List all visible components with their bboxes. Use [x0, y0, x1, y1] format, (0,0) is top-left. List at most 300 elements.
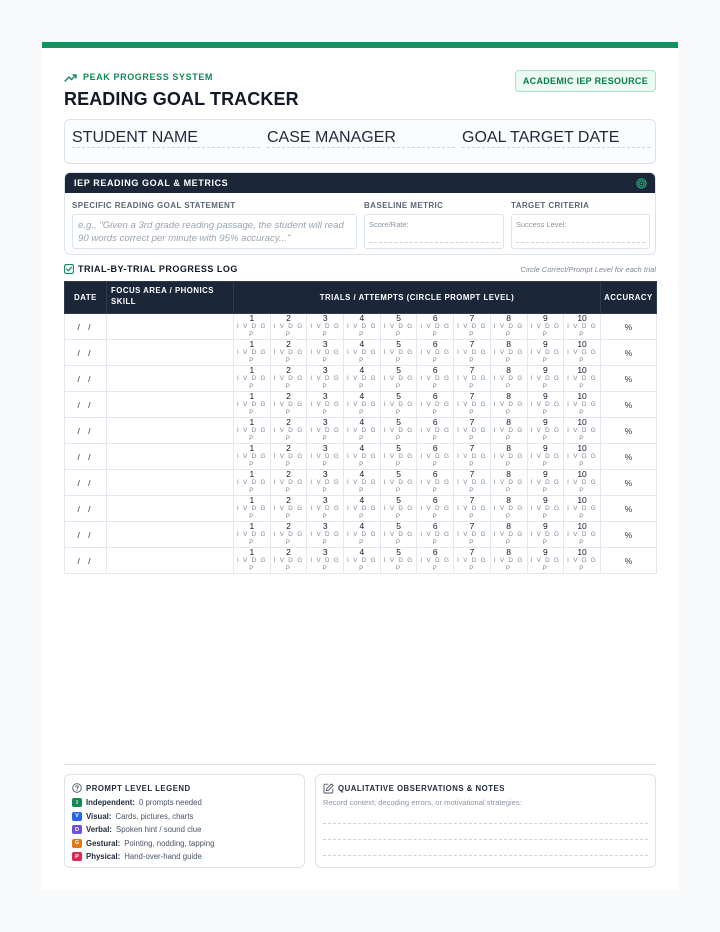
prompt-levels[interactable]: I V D G P	[530, 479, 561, 494]
trial-cell[interactable]	[490, 444, 527, 470]
trial-number: 10	[577, 495, 587, 505]
trial-number: 3	[322, 391, 328, 401]
accuracy-cell[interactable]: %	[600, 314, 656, 340]
prompt-levels[interactable]: I V D G P	[236, 479, 267, 494]
trial-cell[interactable]	[270, 522, 307, 548]
legend-title: PROMPT LEVEL LEGEND	[86, 783, 191, 793]
prompt-levels[interactable]: I V D G P	[347, 531, 377, 546]
baseline-field[interactable]	[364, 214, 504, 249]
prompt-levels[interactable]: I V D G P	[420, 375, 451, 390]
prompt-levels[interactable]: I V D G P	[530, 505, 561, 520]
trial-number: 8	[506, 313, 512, 323]
date-cell[interactable]: / /	[65, 314, 107, 340]
trial-cell[interactable]	[527, 418, 564, 444]
target-icon	[636, 178, 647, 189]
trial-cell[interactable]	[234, 522, 271, 548]
trial-number: 9	[542, 339, 548, 349]
trial-number: 4	[359, 547, 365, 557]
trial-cell[interactable]	[490, 366, 527, 392]
date-cell[interactable]: / /	[65, 418, 107, 444]
trial-cell[interactable]	[417, 392, 454, 418]
trial-cell[interactable]	[564, 366, 601, 392]
legend-desc: Hand-over-hand guide	[124, 852, 202, 861]
prompt-levels[interactable]: I V D G P	[273, 349, 304, 364]
gestural-chip: G	[72, 839, 82, 848]
trial-cell[interactable]	[270, 470, 307, 496]
prompt-levels[interactable]: I V D G P	[420, 505, 451, 520]
trial-cell[interactable]	[234, 392, 271, 418]
prompt-levels[interactable]: I V D G P	[273, 505, 304, 520]
legend-name: Gestural:	[86, 838, 121, 848]
focus-cell[interactable]	[107, 548, 234, 574]
accuracy-cell[interactable]: %	[600, 366, 656, 392]
prompt-levels[interactable]: I V D G P	[493, 453, 524, 468]
trial-cell[interactable]	[490, 496, 527, 522]
trial-cell[interactable]	[527, 496, 564, 522]
trial-cell[interactable]	[490, 548, 527, 574]
prompt-levels[interactable]: I V D G P	[420, 427, 451, 442]
prompt-levels[interactable]: I V D G P	[383, 531, 414, 546]
prompt-levels[interactable]: I V D G P	[457, 349, 487, 364]
trial-cell[interactable]	[380, 522, 417, 548]
trial-cell[interactable]	[270, 366, 307, 392]
trial-cell[interactable]	[527, 548, 564, 574]
date-cell[interactable]: / /	[65, 366, 107, 392]
prompt-levels[interactable]: I V D G P	[236, 349, 267, 364]
prompt-levels[interactable]: I V D G P	[347, 505, 377, 520]
trial-cell[interactable]	[454, 418, 491, 444]
trial-cell[interactable]	[564, 496, 601, 522]
prompt-levels[interactable]: I V D G P	[383, 375, 414, 390]
trial-cell[interactable]	[417, 522, 454, 548]
trial-cell[interactable]	[490, 340, 527, 366]
focus-cell[interactable]	[107, 522, 234, 548]
trial-number: 5	[396, 339, 401, 349]
trial-cell[interactable]	[490, 470, 527, 496]
trial-cell[interactable]	[490, 392, 527, 418]
trial-number: 5	[396, 495, 401, 505]
prompt-levels[interactable]: I V D G P	[383, 505, 414, 520]
prompt-levels[interactable]: I V D G P	[493, 349, 524, 364]
prompt-levels[interactable]: I V D G P	[530, 375, 561, 390]
prompt-levels[interactable]: I V D G P	[236, 323, 267, 338]
focus-cell[interactable]	[107, 340, 234, 366]
prompt-levels[interactable]: I V D G P	[347, 349, 377, 364]
prompt-levels[interactable]: I V D G P	[420, 323, 451, 338]
prompt-levels[interactable]: I V D G P	[236, 375, 267, 390]
trial-number: 7	[469, 495, 475, 505]
prompt-levels[interactable]: I V D G P	[236, 453, 267, 468]
trial-cell[interactable]	[454, 392, 491, 418]
trial-number: 8	[506, 495, 512, 505]
prompt-levels[interactable]: I V D G P	[310, 427, 341, 442]
prompt-levels[interactable]: I V D G P	[457, 557, 487, 572]
prompt-levels[interactable]: I V D G P	[236, 557, 267, 572]
prompt-levels[interactable]: I V D G P	[420, 479, 451, 494]
trial-cell[interactable]	[527, 366, 564, 392]
prompt-levels[interactable]: I V D G P	[347, 427, 377, 442]
prompt-levels[interactable]: I V D G P	[420, 557, 451, 572]
trial-number: 10	[577, 391, 587, 401]
prompt-levels[interactable]: I V D G P	[236, 505, 267, 520]
prompt-levels[interactable]: I V D G P	[383, 453, 414, 468]
trial-cell[interactable]	[307, 470, 344, 496]
trial-cell[interactable]	[344, 496, 381, 522]
prompt-levels[interactable]: I V D G P	[383, 479, 414, 494]
prompt-levels[interactable]: I V D G P	[567, 349, 597, 364]
trial-cell[interactable]	[417, 340, 454, 366]
accuracy-cell[interactable]: %	[600, 496, 656, 522]
trial-cell[interactable]	[344, 314, 381, 340]
trial-cell[interactable]	[344, 444, 381, 470]
trial-cell[interactable]	[307, 366, 344, 392]
focus-cell[interactable]	[107, 470, 234, 496]
prompt-levels[interactable]: I V D G P	[310, 323, 341, 338]
prompt-levels[interactable]: I V D G P	[493, 323, 524, 338]
trial-cell[interactable]	[527, 444, 564, 470]
prompt-levels[interactable]: I V D G P	[347, 375, 377, 390]
prompt-levels[interactable]: I V D G P	[383, 557, 414, 572]
trial-cell[interactable]	[344, 340, 381, 366]
accuracy-cell[interactable]: %	[600, 548, 656, 574]
trial-cell[interactable]	[344, 392, 381, 418]
trial-cell[interactable]	[454, 470, 491, 496]
prompt-levels[interactable]: I V D G P	[567, 427, 597, 442]
focus-cell[interactable]	[107, 418, 234, 444]
prompt-levels[interactable]: I V D G P	[273, 531, 304, 546]
trial-number: 5	[396, 365, 401, 375]
prompt-levels[interactable]: I V D G P	[310, 531, 341, 546]
physical-chip: P	[72, 852, 82, 861]
accuracy-cell[interactable]: %	[600, 522, 656, 548]
prompt-levels[interactable]: I V D G P	[347, 323, 377, 338]
trial-cell[interactable]	[344, 548, 381, 574]
trial-number: 9	[542, 313, 548, 323]
trial-cell[interactable]	[380, 444, 417, 470]
trial-number: 1	[249, 339, 255, 349]
trial-number: 2	[286, 365, 291, 375]
prompt-levels[interactable]: I V D G P	[457, 401, 487, 416]
prompt-levels[interactable]: I V D G P	[567, 453, 597, 468]
log-rows	[65, 314, 657, 574]
notes-header	[323, 783, 505, 794]
prompt-levels[interactable]: I V D G P	[457, 375, 487, 390]
prompt-levels[interactable]: I V D G P	[347, 453, 377, 468]
trial-cell[interactable]	[454, 548, 491, 574]
trial-cell[interactable]	[380, 340, 417, 366]
trial-number: 9	[542, 521, 548, 531]
trial-number: 7	[469, 521, 475, 531]
date-cell[interactable]: / /	[65, 522, 107, 548]
trial-number: 9	[542, 495, 548, 505]
trial-cell[interactable]	[564, 314, 601, 340]
prompt-levels[interactable]: I V D G P	[273, 479, 304, 494]
trial-cell[interactable]	[270, 314, 307, 340]
target-criteria-field[interactable]	[511, 214, 650, 249]
trial-cell[interactable]	[344, 418, 381, 444]
trending-up-icon	[64, 73, 77, 82]
prompt-levels[interactable]: I V D G P	[567, 557, 597, 572]
prompt-levels[interactable]: I V D G P	[273, 453, 304, 468]
prompt-levels[interactable]: I V D G P	[273, 375, 304, 390]
trial-cell[interactable]	[564, 340, 601, 366]
trial-cell[interactable]	[454, 340, 491, 366]
prompt-levels[interactable]: I V D G P	[273, 557, 304, 572]
resource-badge: ACADEMIC IEP RESOURCE	[515, 70, 656, 92]
trial-cell[interactable]	[234, 470, 271, 496]
trial-cell[interactable]	[417, 444, 454, 470]
goal-statement-field[interactable]: e.g., "Given a 3rd grade reading passage, the student will read 90 words correct per minute with 95% accuracy..."	[72, 214, 357, 249]
prompt-levels[interactable]: I V D G P	[567, 401, 597, 416]
prompt-levels[interactable]: I V D G P	[457, 427, 487, 442]
date-cell[interactable]: / /	[65, 496, 107, 522]
table-row	[65, 444, 657, 470]
focus-cell[interactable]	[107, 496, 234, 522]
trial-number: 1	[249, 521, 255, 531]
table-header-row	[65, 282, 657, 314]
prompt-levels[interactable]: I V D G P	[420, 401, 451, 416]
trial-cell[interactable]	[417, 470, 454, 496]
prompt-levels[interactable]: I V D G P	[530, 323, 561, 338]
legend-item-visual	[72, 812, 193, 821]
prompt-levels[interactable]: I V D G P	[383, 349, 414, 364]
trial-cell[interactable]	[454, 314, 491, 340]
accuracy-cell[interactable]: %	[600, 444, 656, 470]
prompt-levels[interactable]: I V D G P	[457, 453, 487, 468]
trial-cell[interactable]	[380, 470, 417, 496]
trial-cell[interactable]	[270, 392, 307, 418]
trial-cell[interactable]	[417, 314, 454, 340]
trial-cell[interactable]	[417, 548, 454, 574]
prompt-levels[interactable]: I V D G P	[236, 427, 267, 442]
prompt-levels[interactable]: I V D G P	[273, 323, 304, 338]
trial-cell[interactable]	[490, 314, 527, 340]
accuracy-cell[interactable]: %	[600, 340, 656, 366]
goal-statement-label: SPECIFIC READING GOAL STATEMENT	[72, 201, 236, 210]
trial-cell[interactable]	[307, 418, 344, 444]
prompt-levels[interactable]: I V D G P	[310, 479, 341, 494]
prompt-levels[interactable]: I V D G P	[310, 505, 341, 520]
focus-cell[interactable]	[107, 392, 234, 418]
prompt-levels[interactable]: I V D G P	[420, 453, 451, 468]
trial-cell[interactable]	[454, 444, 491, 470]
trial-cell[interactable]	[234, 548, 271, 574]
trial-number: 6	[432, 547, 438, 557]
trial-cell[interactable]	[564, 418, 601, 444]
log-title: TRIAL-BY-TRIAL PROGRESS LOG	[78, 264, 238, 274]
prompt-levels[interactable]: I V D G P	[457, 323, 487, 338]
trial-cell[interactable]	[454, 366, 491, 392]
prompt-levels[interactable]: I V D G P	[530, 427, 561, 442]
trial-cell[interactable]	[270, 496, 307, 522]
trial-cell[interactable]	[380, 496, 417, 522]
trial-number: 3	[322, 339, 328, 349]
trial-number: 8	[506, 469, 512, 479]
prompt-levels[interactable]: I V D G P	[383, 401, 414, 416]
date-cell[interactable]: / /	[65, 340, 107, 366]
notes-line[interactable]	[323, 823, 648, 824]
trial-cell[interactable]	[307, 444, 344, 470]
trial-number: 7	[469, 339, 475, 349]
trial-cell[interactable]	[344, 522, 381, 548]
trial-cell[interactable]	[564, 470, 601, 496]
prompt-levels[interactable]: I V D G P	[493, 505, 524, 520]
prompt-levels[interactable]: I V D G P	[493, 531, 524, 546]
trial-cell[interactable]	[490, 522, 527, 548]
prompt-levels[interactable]: I V D G P	[530, 349, 561, 364]
prompt-levels[interactable]: I V D G P	[310, 349, 341, 364]
trial-cell[interactable]	[270, 418, 307, 444]
trial-cell[interactable]	[564, 392, 601, 418]
prompt-levels[interactable]: I V D G P	[493, 427, 524, 442]
accuracy-cell[interactable]: %	[600, 418, 656, 444]
trial-cell[interactable]	[564, 548, 601, 574]
prompt-levels[interactable]: I V D G P	[420, 349, 451, 364]
trial-cell[interactable]	[307, 392, 344, 418]
trial-cell[interactable]	[234, 340, 271, 366]
prompt-levels[interactable]: I V D G P	[273, 401, 304, 416]
trial-cell[interactable]	[270, 340, 307, 366]
notes-line[interactable]	[323, 839, 648, 840]
focus-cell[interactable]	[107, 366, 234, 392]
trials-column-header: TRIALS / ATTEMPTS (CIRCLE PROMPT LEVEL)	[234, 282, 601, 314]
prompt-levels[interactable]: I V D G P	[457, 531, 487, 546]
prompt-levels[interactable]: I V D G P	[420, 531, 451, 546]
trial-cell[interactable]	[564, 444, 601, 470]
verbal-chip: D	[72, 825, 82, 834]
case-manager-field[interactable]	[267, 147, 455, 148]
focus-cell[interactable]	[107, 444, 234, 470]
prompt-levels[interactable]: I V D G P	[567, 531, 597, 546]
prompt-levels[interactable]: I V D G P	[347, 479, 377, 494]
date-cell[interactable]: / /	[65, 548, 107, 574]
date-cell[interactable]: / /	[65, 392, 107, 418]
prompt-levels[interactable]: I V D G P	[530, 401, 561, 416]
trial-cell[interactable]	[380, 314, 417, 340]
trial-number: 5	[396, 443, 401, 453]
log-instruction: Circle Correct/Prompt Level for each trial	[520, 265, 656, 274]
prompt-levels[interactable]: I V D G P	[530, 557, 561, 572]
trial-cell[interactable]	[234, 314, 271, 340]
trial-cell[interactable]	[417, 366, 454, 392]
prompt-levels[interactable]: I V D G P	[567, 479, 597, 494]
prompt-levels[interactable]: I V D G P	[493, 375, 524, 390]
trial-cell[interactable]	[307, 340, 344, 366]
date-cell[interactable]: / /	[65, 470, 107, 496]
trial-cell[interactable]	[527, 392, 564, 418]
prompt-levels[interactable]: I V D G P	[493, 479, 524, 494]
trial-cell[interactable]	[527, 522, 564, 548]
accuracy-cell[interactable]: %	[600, 470, 656, 496]
trial-number: 8	[506, 365, 512, 375]
trial-cell[interactable]	[490, 418, 527, 444]
trial-number: 10	[577, 313, 587, 323]
trial-cell[interactable]	[380, 418, 417, 444]
prompt-levels[interactable]: I V D G P	[310, 375, 341, 390]
prompt-levels[interactable]: I V D G P	[310, 401, 341, 416]
date-cell[interactable]: / /	[65, 444, 107, 470]
prompt-levels[interactable]: I V D G P	[530, 453, 561, 468]
trial-cell[interactable]	[527, 314, 564, 340]
prompt-levels[interactable]: I V D G P	[347, 557, 377, 572]
case-manager-label: CASE MANAGER	[267, 129, 396, 146]
table-row	[65, 470, 657, 496]
trial-number: 8	[506, 521, 512, 531]
trial-cell[interactable]	[344, 366, 381, 392]
trial-cell[interactable]	[527, 470, 564, 496]
focus-cell[interactable]	[107, 314, 234, 340]
accuracy-cell[interactable]: %	[600, 392, 656, 418]
notes-line[interactable]	[323, 855, 648, 856]
legend-desc: 0 prompts needed	[138, 798, 202, 807]
trial-number: 9	[542, 417, 548, 427]
student-name-field[interactable]	[72, 147, 260, 148]
trial-number: 4	[359, 495, 365, 505]
trial-cell[interactable]	[234, 418, 271, 444]
prompt-levels[interactable]: I V D G P	[493, 557, 524, 572]
trial-number: 5	[396, 313, 401, 323]
prompt-levels[interactable]: I V D G P	[383, 427, 414, 442]
trial-cell[interactable]	[307, 496, 344, 522]
trial-cell[interactable]	[380, 548, 417, 574]
prompt-levels[interactable]: I V D G P	[236, 401, 267, 416]
prompt-levels[interactable]: I V D G P	[310, 557, 341, 572]
trial-number: 10	[577, 365, 587, 375]
trial-cell[interactable]	[234, 366, 271, 392]
baseline-field-label: Score/Rate:	[369, 220, 409, 229]
trial-number: 2	[286, 443, 291, 453]
trial-cell[interactable]	[270, 548, 307, 574]
trial-cell[interactable]	[234, 496, 271, 522]
trial-cell[interactable]	[417, 496, 454, 522]
observations-panel	[315, 774, 656, 868]
trial-cell[interactable]	[454, 522, 491, 548]
prompt-levels[interactable]: I V D G P	[530, 531, 561, 546]
trial-cell[interactable]	[270, 444, 307, 470]
trial-cell[interactable]	[564, 522, 601, 548]
trial-cell[interactable]	[234, 444, 271, 470]
trial-cell[interactable]	[417, 418, 454, 444]
prompt-levels[interactable]: I V D G P	[273, 427, 304, 442]
prompt-levels[interactable]: I V D G P	[457, 479, 487, 494]
goal-target-date-field[interactable]	[462, 147, 650, 148]
trial-number: 2	[286, 469, 291, 479]
help-circle-icon	[72, 783, 82, 793]
prompt-levels[interactable]: I V D G P	[383, 323, 414, 338]
prompt-levels[interactable]: I V D G P	[567, 375, 597, 390]
trial-cell[interactable]	[344, 470, 381, 496]
prompt-levels[interactable]: I V D G P	[567, 323, 597, 338]
trial-cell[interactable]	[454, 496, 491, 522]
trial-cell[interactable]	[307, 548, 344, 574]
trial-number: 7	[469, 391, 475, 401]
trial-cell[interactable]	[307, 522, 344, 548]
prompt-levels[interactable]: I V D G P	[457, 505, 487, 520]
trial-number: 1	[249, 417, 255, 427]
trial-cell[interactable]	[527, 340, 564, 366]
trial-cell[interactable]	[307, 314, 344, 340]
trial-number: 1	[249, 391, 255, 401]
prompt-levels[interactable]: I V D G P	[236, 531, 267, 546]
trial-cell[interactable]	[380, 366, 417, 392]
prompt-levels[interactable]: I V D G P	[310, 453, 341, 468]
trial-number: 9	[542, 365, 548, 375]
prompt-levels[interactable]: I V D G P	[493, 401, 524, 416]
trial-cell[interactable]	[380, 392, 417, 418]
prompt-levels[interactable]: I V D G P	[567, 505, 597, 520]
goal-target-date-label: GOAL TARGET DATE	[462, 129, 620, 146]
prompt-levels[interactable]: I V D G P	[347, 401, 377, 416]
